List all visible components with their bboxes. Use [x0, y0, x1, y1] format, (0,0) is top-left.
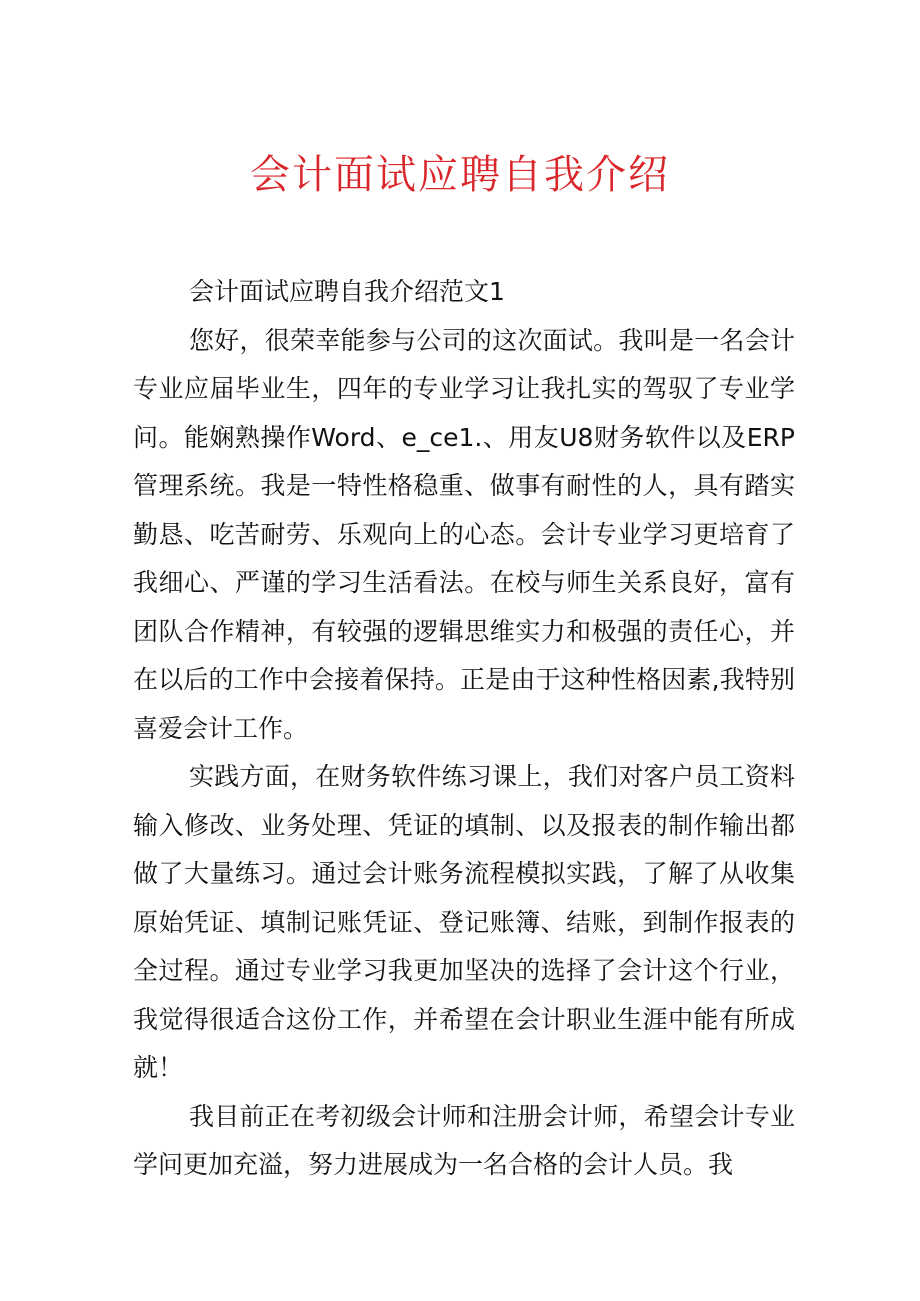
section-subtitle: 会计面试应聘自我介绍范文1 — [189, 277, 505, 306]
paragraph-3: 我目前正在考初级会计师和注册会计师，希望会计专业学问更加充溢，努力进展成为一名合格的会计人员。我 — [133, 1101, 795, 1179]
document-title: 会计面试应聘自我介绍 — [250, 152, 670, 198]
document-body — [133, 268, 795, 1190]
paragraph-1: 您好，很荣幸能参与公司的这次面试。我叫是一名会计专业应届毕业生，四年的专业学习让我扎实的驾驭了专业学问。能娴熟操作Word、e_ce1.、用友U8财务软件以及ERP管理系统。我是一特性格稳重、做事有耐性的人，具有踏实勤恳、吃苦耐劳、乐观向上的心态。会计专业学习更培育了我细心、严谨的学习生活看法。在校与师生关系良好，富有团队合作精神，有较强的逻辑思维实力和极强的责任心，并在以后的工作中会接着保持。正是由于这种性格因素,我特别喜爱会计工作。 — [133, 325, 795, 743]
paragraph-2: 实践方面，在财务软件练习课上，我们对客户员工资料输入修改、业务处理、凭证的填制、以及报表的制作输出都做了大量练习。通过会计账务流程模拟实践，了解了从收集原始凭证、填制记账凭证、登记账簿、结账，到制作报表的全过程。通过专业学习我更加坚决的选择了会计这个行业，我觉得很适合这份工作，并希望在会计职业生涯中能有所成就！ — [133, 762, 795, 1082]
